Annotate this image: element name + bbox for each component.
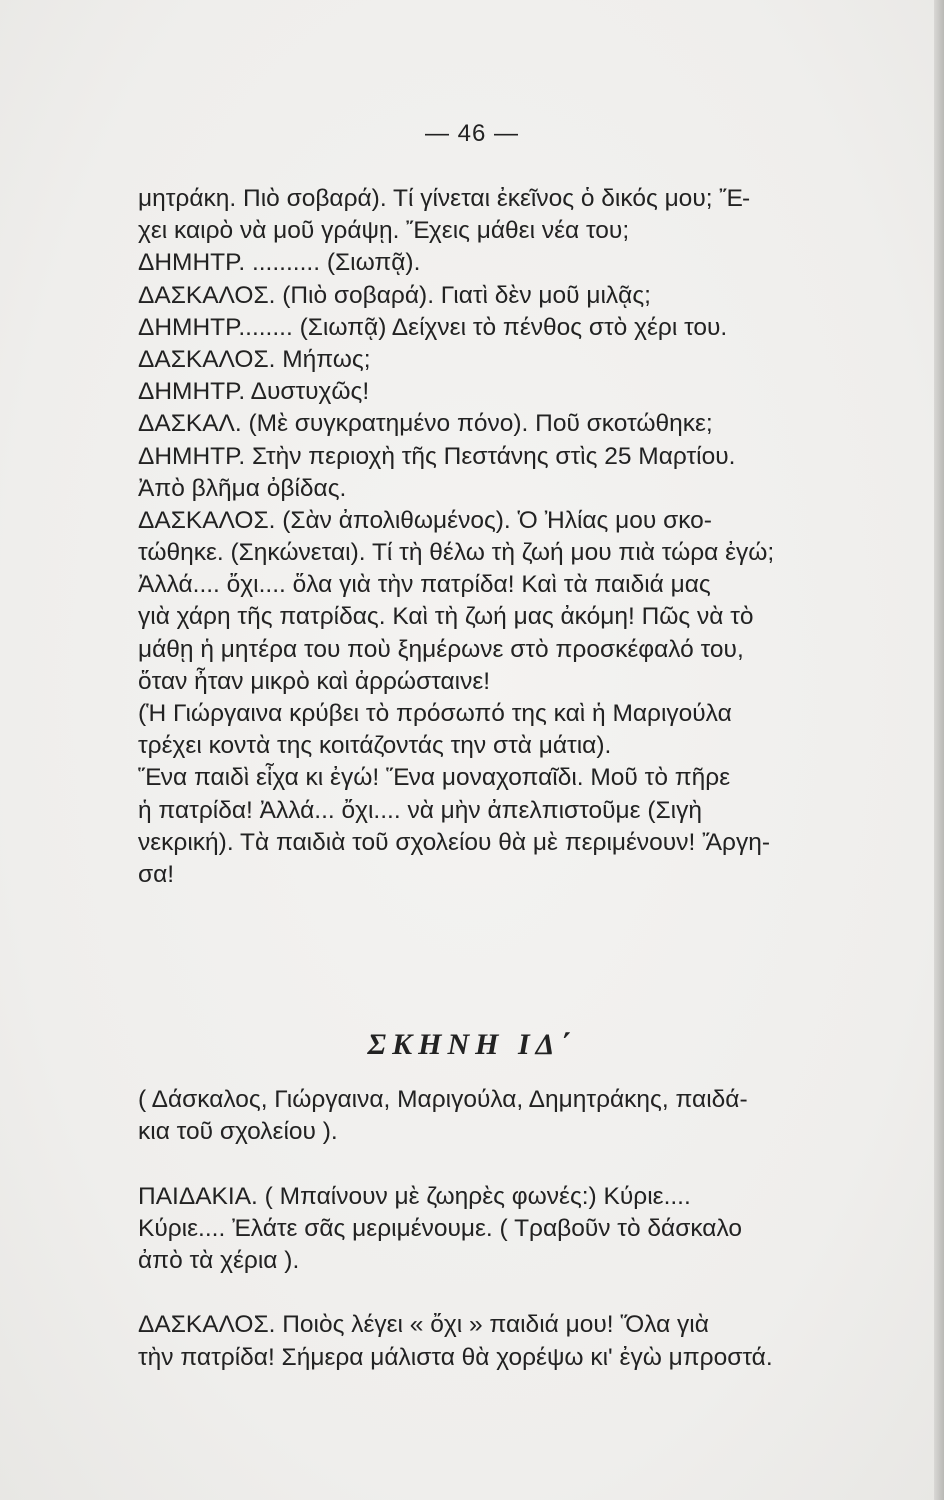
- text-line: ΔΗΜΗΤΡ. Στὴν περιοχὴ τῆς Πεστάνης στὶς 25 Μαρτίου.: [138, 442, 736, 470]
- text-line: ΔΑΣΚΑΛΟΣ. Ποιὸς λέγει « ὄχι » παιδιά μου! Ὅλα γιὰ: [138, 1311, 709, 1339]
- text-line: κια τοῦ σχολείου ).: [138, 1118, 338, 1146]
- text-line: Ἕνα παιδὶ εἶχα κι ἐγώ! Ἕνα μοναχοπαῖδι. Μοῦ τὸ πῆρε: [138, 764, 731, 792]
- text-line: ΠΑΙΔΑΚΙΑ. ( Μπαίνουν μὲ ζωηρὲς φωνές:) Κύριε....: [138, 1182, 691, 1210]
- scene-title: ΣΚΗΝΗ ΙΔ΄: [367, 1028, 577, 1061]
- text-line: ἀπὸ τὰ χέρια ).: [138, 1246, 300, 1274]
- text-line: νεκρική). Τὰ παιδιὰ τοῦ σχολείου θὰ μὲ περιμένουν! Ἄργη-: [138, 828, 770, 856]
- dialogue-block-1: [138, 183, 868, 891]
- text-line: μάθῃ ἡ μητέρα του ποὺ ξημέρωνε στὸ προσκέφαλό του,: [138, 635, 744, 663]
- text-line: ΔΑΣΚΑΛΟΣ. Μήπως;: [138, 345, 371, 373]
- text-line: ( Δάσκαλος, Γιώργαινα, Μαριγούλα, Δημητράκης, παιδά-: [138, 1086, 748, 1113]
- text-line: ἡ πατρίδα! Ἀλλά... ὄχι.... νὰ μὴν ἀπελπιστοῦμε (Σιγὴ: [138, 796, 703, 824]
- dialogue-block-2: [138, 1084, 868, 1374]
- text-spacer: [138, 1148, 868, 1180]
- text-line: ΔΗΜΗΤΡ........ (Σιωπᾷ) Δείχνει τὸ πένθος στὸ χέρι του.: [138, 313, 728, 341]
- text-line: Κύριε.... Ἐλάτε σᾶς μεριμένουμε. ( Τραβοῦν τὸ δάσκαλο: [138, 1214, 742, 1242]
- text-line: τώθηκε. (Σηκώνεται). Τί τὴ θέλω τὴ ζωή μου πιὰ τώρα ἐγώ;: [138, 539, 775, 567]
- text-line: ὅταν ἦταν μικρὸ καὶ ἀρρώσταινε!: [138, 667, 491, 695]
- text-line: ΔΑΣΚΑΛΟΣ. (Σὰν ἀπολιθωμένος). Ὁ Ἠλίας μου σκο-: [138, 506, 712, 534]
- text-line: ΔΗΜΗΤΡ. Δυστυχῶς!: [138, 378, 370, 406]
- text-spacer: [138, 1277, 868, 1309]
- text-line: τὴν πατρίδα! Σήμερα μάλιστα θὰ χορέψω κι' ἐγὼ μπροστά.: [138, 1343, 773, 1371]
- text-line: χει καιρὸ νὰ μοῦ γράψῃ. Ἔχεις μάθει νέα του;: [138, 217, 630, 245]
- text-line: ΔΑΣΚΑΛ. (Μὲ συγκρατημένο πόνο). Ποῦ σκοτώθηκε;: [138, 410, 713, 438]
- text-line: γιὰ χάρη τῆς πατρίδας. Καὶ τὴ ζωή μας ἀκόμη! Πῶς νὰ τὸ: [138, 603, 754, 631]
- page-edge: [934, 0, 944, 1500]
- text-line: σα!: [138, 860, 175, 888]
- text-line: Ἀλλά.... ὄχι.... ὅλα γιὰ τὴν πατρίδα! Καὶ τὰ παιδιά μας: [138, 571, 711, 599]
- text-line: (Ἡ Γιώργαινα κρύβει τὸ πρόσωπό της καὶ ἡ Μαριγούλα: [138, 700, 732, 727]
- page-number: — 46 —: [424, 120, 520, 147]
- text-line: μητράκη. Πιὸ σοβαρά). Τί γίνεται ἐκεῖνος ὁ δικός μου; Ἔ-: [138, 185, 751, 212]
- text-line: ΔΑΣΚΑΛΟΣ. (Πιὸ σοβαρά). Γιατὶ δὲν μοῦ μιλᾷς;: [138, 281, 651, 309]
- text-line: ΔΗΜΗΤΡ. .......... (Σιωπᾷ).: [138, 249, 421, 277]
- text-line: τρέχει κοντὰ της κοιτάζοντάς την στὰ μάτια).: [138, 732, 612, 760]
- text-line: Ἀπὸ βλῆμα ὀβίδας.: [138, 474, 347, 502]
